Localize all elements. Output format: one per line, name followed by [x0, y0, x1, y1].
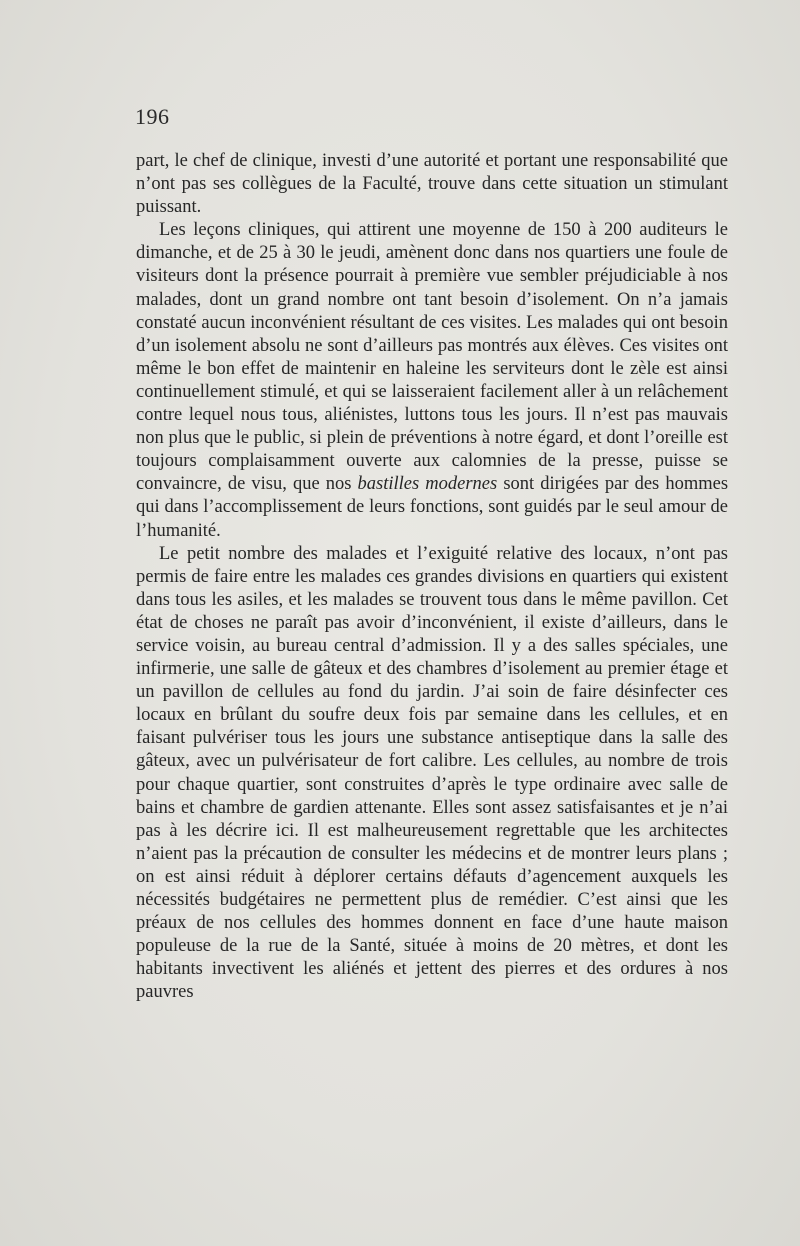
paragraph-2-text: Les leçons cliniques, qui attirent une moyenne de 150 à 200 auditeurs le dimanche, et de 25 à 30 le jeudi, amènent donc dans nos quartiers une foule de visiteurs dont la présence pourrait à première vue sembler préjudiciable à nos malades, dont un grand nombre ont tant besoin d’isolement. On n’a jamais constaté aucun inconvénient résultant de ces visites. Les malades qui ont besoin d’un isolement absolu ne sont d’ailleurs pas montrés aux élèves. Ces visites ont même le bon effet de maintenir en haleine les serviteurs dont le zèle est ainsi continuellement stimulé, et qui se laisseraient facilement aller à un relâchement contre lequel nous tous, aliénistes, luttons tous les jours. Il n’est pas mauvais non plus que le public, si plein de préventions à notre égard, et dont l’oreille est toujours complaisamment ouverte aux calomnies de la presse, puisse se convaincre, de visu, que nos: [136, 220, 728, 495]
paragraph-3-text: Le petit nombre des malades et l’exiguité relative des locaux, n’ont pas permis de faire entre les malades ces grandes divisions en quartiers qui existent dans tous les asiles, et les malades se trouvent tous dans le même pavillon. Cet état de choses ne paraît pas avoir d’inconvénient, il existe d’ailleurs, dans le service voisin, au bureau central d’admission. Il y a des salles spéciales, une infirmerie, une salle de gâteux et des chambres d’isolement au premier étage et un pavillon de cellules au fond du jardin. J’ai soin de faire désinfecter ces locaux en brûlant du soufre deux fois par semaine dans les cellules, et en faisant pulvériser tous les jours une substance antiseptique dans la salle des gâteux, avec un pulvérisateur de fort calibre. Les cellules, au nombre de trois pour chaque quartier, sont construites d’après le type ordinaire avec salle de bains et chambre de gardien attenante. Elles sont assez satisfaisantes et je n’ai pas à les décrire ici. Il est malheureusement regrettable que les architectes n’aient pas la précaution de consulter les médecins et de montrer leurs plans ; on est ainsi réduit à déplorer certains défauts d’agencement auxquels les nécessités budgétaires ne permettent plus de remédier. C’est ainsi que les préaux de nos cellules des hommes donnent en face d’une haute maison populeuse de la rue de la Santé, située à moins de 20 mètres, et dont les habitants invectivent les aliénés et jettent des pierres et des ordures à nos pauvres: [136, 543, 728, 1003]
page-number: 196: [135, 104, 170, 129]
page-body: [136, 150, 728, 1004]
paragraph-2-text-after: sont dirigées par des hommes qui dans l’accomplissement de leurs fonctions, sont guidés par le seul amour de l’humanité.: [136, 474, 729, 541]
paragraph-1-text: part, le chef de clinique, investi d’une autorité et portant une responsabilité que n’ont pas ses collègues de la Faculté, trouve dans cette situation un stimulant puissant.: [136, 151, 728, 218]
paragraph-3: [136, 543, 728, 1005]
paragraph-2-italic-phrase: bastilles modernes: [357, 474, 498, 495]
paragraph-1: [136, 150, 728, 219]
paragraph-2: [136, 219, 728, 542]
